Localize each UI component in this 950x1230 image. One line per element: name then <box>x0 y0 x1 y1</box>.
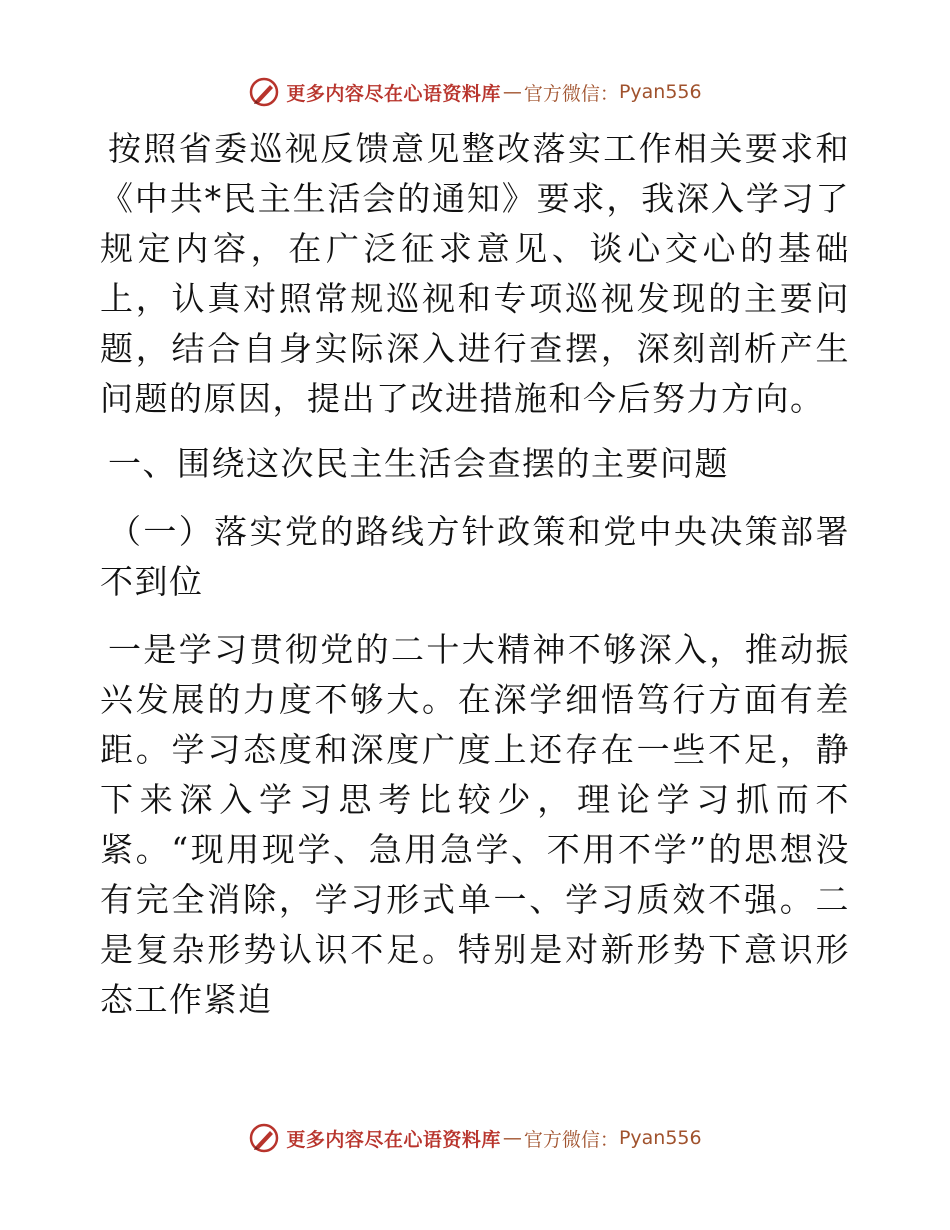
body-paragraph: 一是学习贯彻党的二十大精神不够深入，推动振兴发展的力度不够大。在深学细悟笃行方面有差距。学习态度和深度广度上还存在一些不足，静下来深入学习思考比较少，理论学习抓而不紧。“现用现学、急用急学、不用不学”的思想没有完全消除，学习形式单一、学习质效不强。二是复杂形势认识不足。特别是对新形势下意识形态工作紧迫 <box>100 630 850 1019</box>
section-heading: 一、围绕这次民主生活会查摆的主要问题 <box>108 444 729 483</box>
footer-watermark <box>0 1118 950 1158</box>
red-pen-logo-icon <box>248 76 280 108</box>
watermark-dash: — <box>502 1127 522 1149</box>
intro-paragraph: 按照省委巡视反馈意见整改落实工作相关要求和《中共*民主生活会的通知》要求，我深入学习了规定内容，在广泛征求意见、谈心交心的基础上，认真对照常规巡视和专项巡视发现的主要问题，结合自身实际深入进行查摆，深刻剖析产生问题的原因，提出了改进措施和今后努力方向。 <box>100 129 850 418</box>
subsection-heading: （一）落实党的路线方针政策和党中央决策部署不到位 <box>100 512 850 601</box>
header-watermark <box>0 72 950 112</box>
watermark-wechat-id: Pyan556 <box>618 1127 702 1149</box>
watermark-dash: — <box>502 81 522 103</box>
watermark-brand: 更多内容尽在心语资料库 <box>286 82 501 105</box>
document-body <box>100 124 850 1025</box>
watermark-wechat-id: Pyan556 <box>618 81 702 103</box>
watermark-official-label: 官方微信： <box>523 1128 619 1151</box>
watermark-official-label: 官方微信： <box>523 82 619 105</box>
red-pen-logo-icon <box>248 1122 280 1154</box>
watermark-brand: 更多内容尽在心语资料库 <box>286 1128 501 1151</box>
